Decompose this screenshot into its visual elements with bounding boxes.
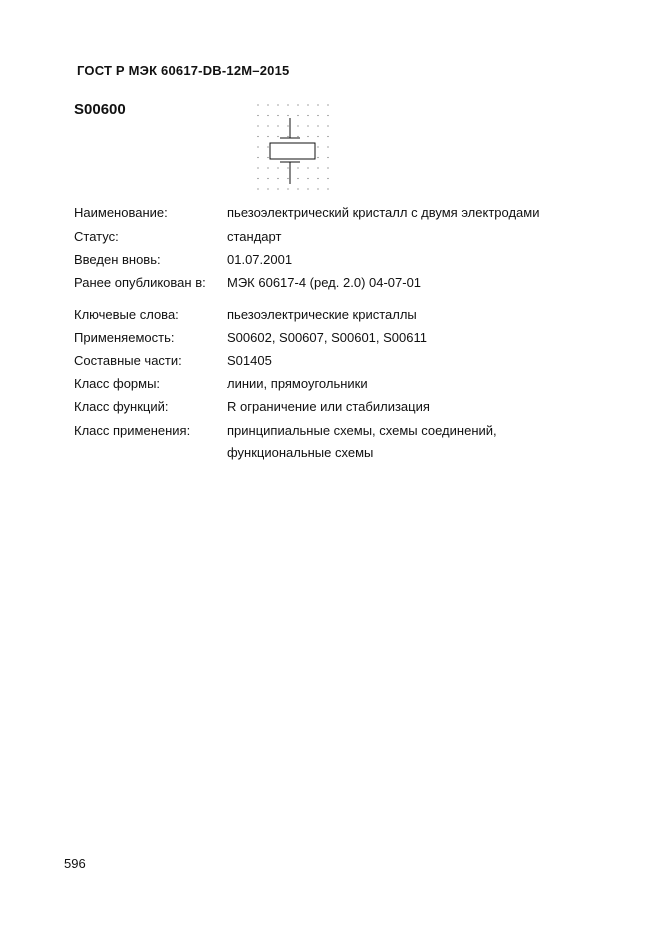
field-value: R ограничение или стабилизация [227,399,430,414]
field-label: Составные части: [74,353,182,368]
field-label: Ранее опубликован в: [74,275,206,290]
field-value: S00602, S00607, S00601, S00611 [227,330,427,345]
crystal-symbol [270,118,315,184]
document-header-title: ГОСТ Р МЭК 60617-DB-12M–2015 [77,63,290,78]
field-label: Ключевые слова: [74,307,179,322]
field-label: Применяемость: [74,330,175,345]
piezoelectric-crystal-symbol-icon [250,98,340,194]
field-value: S01405 [227,353,272,368]
field-label: Класс применения: [74,423,191,438]
field-label: Статус: [74,229,119,244]
field-value: стандарт [227,229,282,244]
field-value: МЭК 60617-4 (ред. 2.0) 04-07-01 [227,275,422,290]
field-value: линии, прямоугольники [227,376,368,391]
field-value: принципиальные схемы, схемы соединений, [227,423,497,438]
field-label: Класс функций: [74,399,169,414]
field-value: 01.07.2001 [227,252,293,267]
field-value-continuation: функциональные схемы [227,445,374,460]
field-value: пьезоэлектрические кристаллы [227,307,417,322]
field-label: Наименование: [74,205,168,220]
symbol-code: S00600 [74,101,126,118]
page-number: 596 [64,856,86,871]
field-label: Введен вновь: [74,252,161,267]
field-value: пьезоэлектрический кристалл с двумя электродами [227,205,540,220]
field-label: Класс формы: [74,376,161,391]
